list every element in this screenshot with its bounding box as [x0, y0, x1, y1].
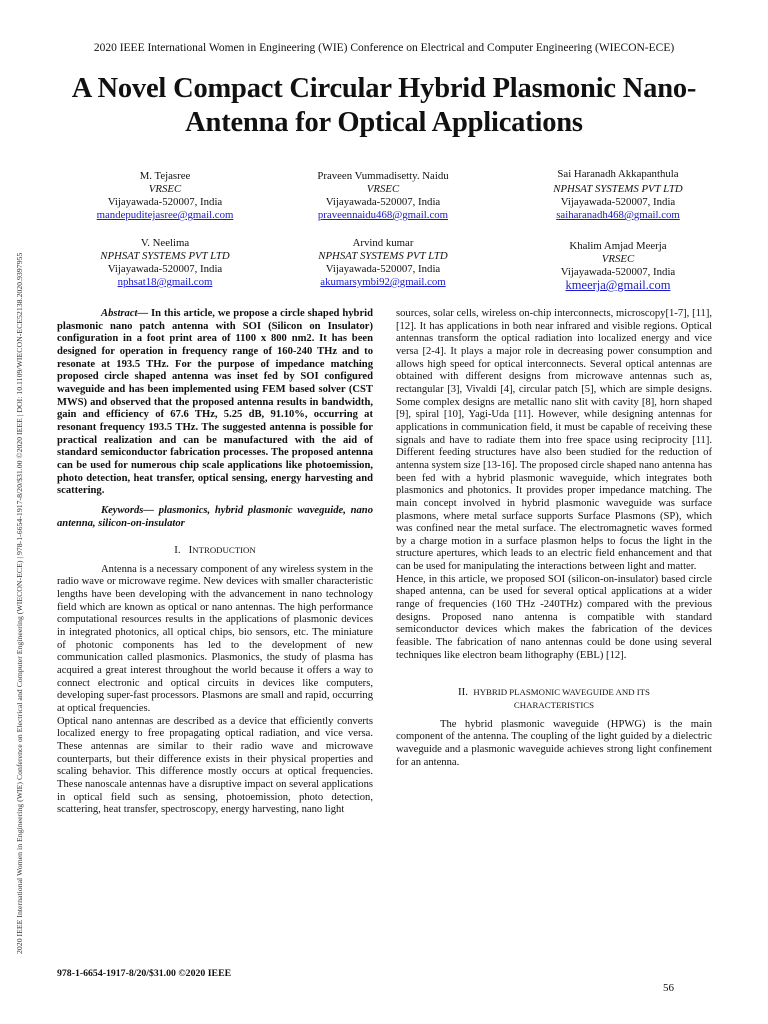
abstract-text: In this article, we propose a circle shaped hybrid plasmonic nano patch antenna with SOI (Silicon on Insulator) configuration in a foot print area of 1100 x 800 nm2. It has been designed for operation in frequency range of 160-240 THz and to resonate at 193.5 THz. For the purpose of impedance matching proposed circle shaped antenna was inset fed by SOI configured waveguide and has been implemented using FEM based solver (CST MWS) and observed that the proposed antenna results in bandwidth, gain and efficiency of 67.6 THz, 5.25 dB, 91.10%, occurring at resonant frequency 193.5 THz. The suggested antenna is possible for practical realization and can be manufactured with the aid of standard semiconductor fabrication processes. The proposed antenna can be used for numerous chip scale applications like photoemission, photo detection, heat transfer, optical sensing, energy harvesting and scattering. [57, 308, 373, 497]
section-1-heading [57, 544, 373, 557]
side-doi-text: 2020 IEEE International Women in Engineering (WIE) Conference on Electrical and Computer Engineering (WIECON-ECE) | 978-1-6654-1917-8/20/$31.00 ©2020 IEEE | DOI: 10.1109/WIECON-ECE52138.2020.9397955 [15, 252, 24, 954]
intro-paragraph-1: Antenna is a necessary component of any wireless system in the radio wave or microwave regime. New devices with smaller characteristic lengths have been developing with the advancement in nano technology field which are known as optical or nano antennas. The high performance computational resources results in the applications of plasmonic devices in integrated photonics, all optical chips, bio sensors, etc. The miniature of photonic components has led to the development of new communication called plasmonics. Plasmonics, the study of plasma has acquired a great interest throughout the world because it offers a way to connect electronic and optical circuits in devices like computers, developing super-fast processors. Plasmons are small and rapid, occurring at optical frequencies. [57, 563, 373, 715]
author-email-link[interactable]: nphsat18@gmail.com [117, 276, 213, 288]
author-block-1 [70, 170, 260, 222]
author-affiliation: VRSEC [601, 253, 635, 265]
section-2-paragraph-1: The hybrid plasmonic waveguide (HPWG) is the main component of the antenna. The coupling of the light guided by a dielectric waveguide and a plasmonic waveguide achieves strong light confinement for an antenna. [396, 718, 712, 768]
author-email-link[interactable]: saiharanadh468@gmail.com [556, 209, 680, 221]
author-address: Vijayawada-520007, India [325, 196, 441, 208]
section-1-title-rest: NTRODUCTION [192, 545, 256, 556]
section-1-title-first: I [188, 544, 193, 557]
title-line-2: Antenna for Optical Applications [185, 107, 583, 138]
right-column [396, 308, 712, 769]
conference-header: 2020 IEEE International Women in Engineering (WIE) Conference on Electrical and Computer Engineering (WIECON-ECE) [93, 42, 675, 54]
author-email-link[interactable]: mandepuditejasree@gmail.com [96, 209, 234, 221]
left-column [57, 308, 373, 817]
footer-copyright: 978-1-6654-1917-8/20/$31.00 ©2020 IEEE [57, 968, 232, 979]
author-address: Vijayawada-520007, India [560, 266, 676, 278]
author-address: Vijayawada-520007, India [107, 263, 223, 275]
section-2-title-line-1: HYBRID PLASMONIC WAVEGUIDE AND ITS [473, 687, 650, 698]
author-block-4 [60, 237, 270, 289]
author-address: Vijayawada-520007, India [325, 263, 441, 275]
page-number: 56 [663, 982, 674, 994]
keywords-paragraph: Keywords— plasmonics, hybrid plasmonic waveguide, nano antenna, silicon-on-insulator [57, 504, 373, 529]
author-block-5 [278, 237, 488, 289]
section-2-title-line-2: CHARACTERISTICS [513, 700, 595, 711]
intro-paragraph-2: Optical nano antennas are described as a device that efficiently converts localized energy to free propagating optical radiation, and vice versa. These antennas are similar to their radio wave and microwave counterparts, but their difference exists in their physical properties and scaling behavior. This difference mostly occurs at optical frequencies. These nanoscale antennas have a disruptive impact on several applications in optical field such as sensing, photoemission, photo detection, scattering, heat transfer, spectroscopy, energy harvesting, nano light [57, 715, 373, 816]
paper-title [40, 72, 728, 140]
author-affiliation: VRSEC [366, 183, 400, 195]
author-address: Vijayawada-520007, India [560, 196, 676, 208]
author-name: M. Tejasree [139, 170, 191, 182]
section-2-number: II. [458, 686, 468, 699]
author-email-link[interactable]: akumarsymbi92@gmail.com [320, 276, 446, 288]
author-affiliation: NPHSAT SYSTEMS PVT LTD [100, 250, 230, 262]
author-name: Sai Haranadh Akkapanthula [557, 168, 679, 180]
author-name: V. Neelima [140, 237, 190, 249]
abstract-label: Abstract— [101, 308, 149, 319]
author-email-link[interactable]: kmeerja@gmail.com [565, 278, 671, 292]
author-affiliation: NPHSAT SYSTEMS PVT LTD [553, 183, 683, 195]
author-affiliation: NPHSAT SYSTEMS PVT LTD [318, 250, 448, 262]
author-affiliation: VRSEC [148, 183, 182, 195]
author-name: Arvind kumar [352, 237, 414, 249]
intro-paragraph-3: sources, solar cells, wireless on-chip interconnects, microscopy[1-7], [11], [12]. It has applications in both near infrared and visible regions. Optical antennas transform the optical radiation into localized energy and vice versa [2-4]. It plays a major role in decreasing power consumption and allows high speed for optical interconnects. Several optical antennas are obtained with different designs from microwave antennas such as, rectangular [3], Vivaldi [4], circular patch [5], which are simple designs. Some complex designs are metallic nano slit with cavity [8], horn shaped [9], spiral [10], Yagi-Uda [11]. However, while designing antennas for applications in communication field, it must be capable of receiving these signals and have to radiate them into free space using reciprocity [11]. Different feeding structures have also been studied for the reduction of antenna system size [13-16]. The proposed circle shaped nano antenna has been fed with a hybrid plasmonic waveguide, which integrates both plasmonics and photonics. It provides proper impedance matching. The main concept involved in hybrid plasmonic waveguide was surface plasmons, where metal surface supports Surface Plasmons (SP), which was confined near the metal surface. The electromagnetic waves formed by a charge motion in a surface plasmon helps to focus the light in the structure apertures, which leads to an electric field enhancement and that can be used for manipulating the interactions between light and matter. [396, 308, 712, 573]
section-1-number: I. [174, 544, 181, 557]
author-block-6 [520, 240, 716, 292]
author-address: Vijayawada-520007, India [107, 196, 223, 208]
intro-paragraph-4: Hence, in this article, we proposed SOI (silicon-on-insulator) based circle shaped antenna, can be used for several optical applications at a wider range of frequencies (160 THz -240THz) compared with the previous designs. Proposed nano antenna is compatible with standard semiconductor devices which makes the fabrication of the devices feasible. The fabrication of nano antennas could be done using several techniques like electron beam lithography (EBL) [12]. [396, 573, 712, 661]
author-block-2 [288, 170, 478, 222]
title-line-1: A Novel Compact Circular Hybrid Plasmonic Nano- [71, 73, 697, 104]
abstract-paragraph [57, 308, 373, 498]
section-2-heading [396, 686, 712, 711]
author-name: Praveen Vummadisetty. Naidu [317, 170, 449, 182]
author-name: Khalim Amjad Meerja [569, 240, 667, 252]
author-block-3 [520, 168, 716, 222]
author-email-link[interactable]: praveennaidu468@gmail.com [317, 209, 449, 221]
side-doi-strip [8, 70, 22, 954]
